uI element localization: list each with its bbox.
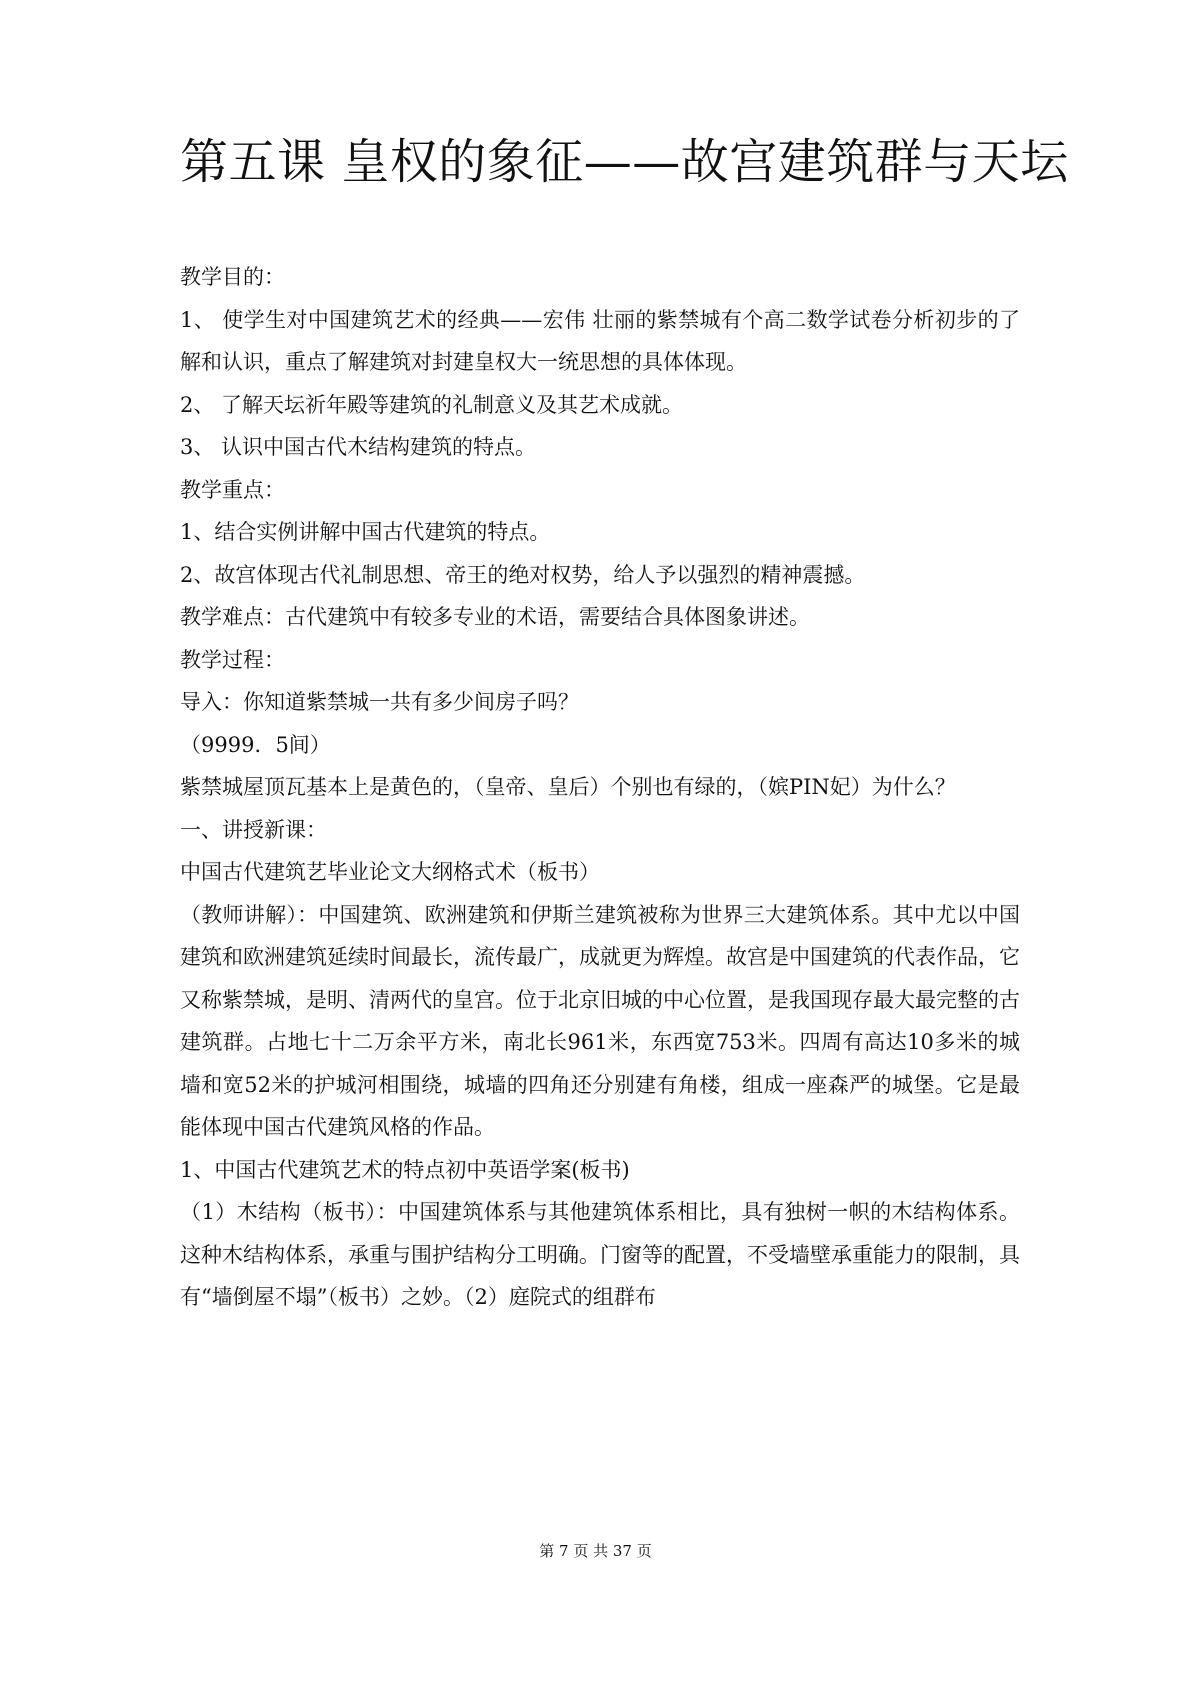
- roof-tile-question: 紫禁城屋顶瓦基本上是黄色的，（皇帝、皇后）个别也有绿的，（嫔PIN妃）为什么？: [180, 775, 956, 799]
- page-title: 第五课 皇权的象征——故宫建筑群与天坛: [180, 134, 1069, 190]
- heading-new-lesson: 一、讲授新课：: [180, 817, 327, 842]
- teacher-explanation: （教师讲解）：中国建筑、欧洲建筑和伊斯兰建筑被称为世界三大建筑体系。其中尤以中国建筑和欧洲建筑延续时间最长，流传最广，成就更为辉煌。故宫是中国建筑的代表作品，它又称紫禁城，是明、清两代的皇宫。位于北京旧城的中心位置，是我国现存最大最完整的古建筑群。占地七十二万余平方米，南北长961米，东西宽753米。四周有高达10多米的城墙和宽52米的护城河相围绕，城墙的四角还分别建有角楼，组成一座森严的城堡。它是最能体现中国古代建筑风格的作品。: [180, 902, 1020, 1139]
- focus-item-2: 2、故宫体现古代礼制思想、帝王的绝对权势，给人予以强烈的精神震撼。: [180, 562, 866, 587]
- intro-answer: （9999．5间）: [180, 732, 331, 757]
- wood-structure-paragraph: （1）木结构（板书）：中国建筑体系与其他建筑体系相比，具有独树一帜的木结构体系。这种木结构体系，承重与围护结构分工明确。门窗等的配置，不受墙壁承重能力的限制，具有“墙倒屋不塌”（板书）之妙。（2）庭院式的组群布: [180, 1200, 1020, 1309]
- document-body: [180, 256, 1020, 1319]
- objective-item-1: 1、 使学生对中国建筑艺术的经典——宏伟 壮丽的紫禁城有个高二数学试卷分析初步的了解和认识，重点了解建筑对封建皇权大一统思想的具体体现。: [180, 307, 1020, 374]
- objective-item-2: 2、 了解天坛祈年殿等建筑的礼制意义及其艺术成就。: [180, 392, 684, 417]
- heading-teaching-objectives: 教学目的：: [180, 265, 285, 289]
- heading-teaching-focus: 教学重点：: [180, 477, 285, 502]
- page-number-footer: 第 7 页 共 37 页: [539, 1542, 652, 1560]
- board-title: 中国古代建筑艺毕业论文大纲格式术（板书）: [180, 860, 600, 884]
- teaching-difficulty: 教学难点：古代建筑中有较多专业的术语，需要结合具体图象讲述。: [180, 605, 810, 629]
- objective-item-3: 3、 认识中国古代木结构建筑的特点。: [180, 435, 537, 459]
- focus-item-1: 1、结合实例讲解中国古代建筑的特点。: [180, 520, 551, 544]
- intro-question: 导入：你知道紫禁城一共有多少间房子吗？: [180, 690, 579, 714]
- heading-teaching-process: 教学过程：: [180, 647, 285, 672]
- section-characteristics: 1、中国古代建筑艺术的特点初中英语学案(板书): [180, 1157, 630, 1182]
